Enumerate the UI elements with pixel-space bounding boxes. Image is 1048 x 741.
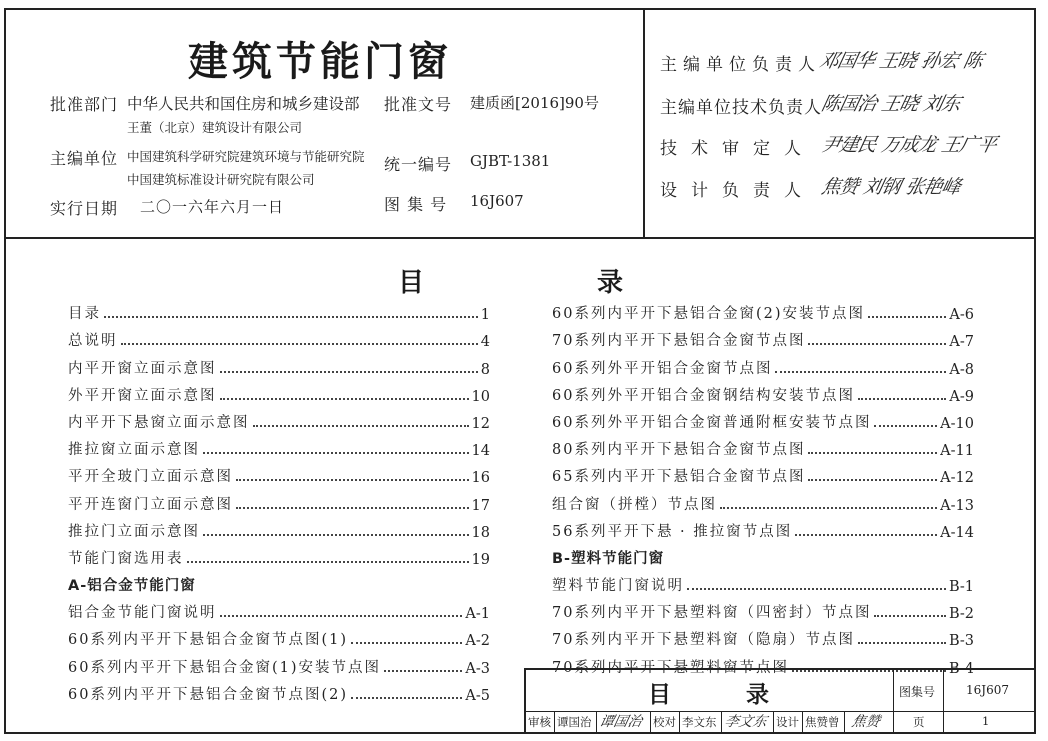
leader-dots: [220, 615, 463, 617]
toc-entry[interactable]: [68, 323, 490, 350]
approval-no-label: 批准文号: [384, 95, 453, 114]
toc-entry-title: 70系列内平开下悬塑料窗（四密封）节点图: [552, 605, 872, 622]
leader-dots: [720, 507, 937, 509]
approval-no: 建质函[2016]90号: [470, 94, 599, 112]
toc-entry-page: B-4: [948, 660, 974, 677]
toc-entry[interactable]: [552, 459, 974, 486]
toc-entry-page: A-8: [949, 361, 974, 378]
signature: 王广平: [939, 134, 999, 156]
signature: 王晓: [879, 93, 921, 115]
toc-entry-page: A-12: [940, 470, 974, 487]
toc-entry[interactable]: [68, 378, 490, 405]
toc-entry[interactable]: [68, 432, 490, 459]
leader-dots: [808, 343, 946, 345]
checker-name: 李文东: [682, 715, 717, 729]
toc-section-title: A-铝合金节能门窗: [68, 578, 196, 595]
toc-entry-page: B-2: [948, 606, 974, 623]
title-block-divider: [943, 668, 944, 734]
chief-unit-1: 王董（北京）建筑设计有限公司: [127, 120, 303, 135]
toc-entry-title: 60系列内平开下悬铝合金窗(2)安装节点图: [552, 306, 865, 323]
toc-title-right: 录: [597, 268, 624, 298]
leader-dots: [220, 398, 469, 400]
toc-entry[interactable]: [68, 350, 490, 377]
page-label: 页: [913, 715, 925, 729]
toc-entry-title: 60系列外平开铝合金窗钢结构安装节点图: [552, 387, 855, 404]
toc-entry-page: A-7: [949, 334, 974, 351]
leader-dots: [775, 371, 946, 373]
atlas-no-label: 图集号: [899, 685, 936, 699]
leader-dots: [203, 534, 469, 536]
page-number: 1: [982, 714, 990, 728]
toc-entry-title: 70系列内平开下悬塑料窗（隐扇）节点图: [552, 632, 855, 649]
atlas-no-value: 16J607: [966, 683, 1009, 697]
atlas-title: 建筑节能门窗: [188, 39, 452, 85]
toc-entry[interactable]: [552, 378, 974, 405]
cell-divider: [679, 711, 680, 734]
toc-entry[interactable]: [552, 296, 974, 323]
toc-entry-page: 17: [471, 497, 490, 514]
toc-entry-title: 总说明: [68, 333, 118, 350]
toc-section-heading: [68, 568, 490, 595]
toc-entry-page: A-3: [465, 660, 490, 677]
toc-entry-title: 60系列外平开铝合金窗节点图: [552, 360, 773, 377]
approval-dept: 中华人民共和国住房和城乡建设部: [127, 95, 360, 113]
leader-dots: [203, 452, 469, 454]
toc-entry[interactable]: [552, 323, 974, 350]
toc-entry-title: 56系列平开下悬 · 推拉窗节点图: [552, 523, 793, 540]
leader-dots: [795, 534, 937, 536]
cell-divider: [554, 711, 555, 734]
toc-entry-page: B-3: [948, 633, 974, 650]
cell-divider: [844, 711, 845, 734]
leader-dots: [808, 452, 937, 454]
checker-label: 校对: [653, 715, 676, 729]
toc-entry[interactable]: [552, 405, 974, 432]
toc-entry-page: 14: [471, 443, 490, 460]
toc-entry-title: 60系列内平开下悬铝合金窗节点图(2): [68, 686, 348, 703]
toc-entry-title: 65系列内平开下悬铝合金窗节点图: [552, 469, 806, 486]
reviewer-label: 审核: [528, 715, 551, 729]
toc-entry-title: 塑料节能门窗说明: [552, 578, 684, 595]
toc-entry[interactable]: [552, 350, 974, 377]
toc-entry-page: 8: [480, 361, 490, 378]
header-vertical-divider: [643, 8, 645, 237]
toc-entry[interactable]: [68, 622, 490, 649]
toc-entry-page: A-11: [940, 443, 974, 460]
toc-entry-page: A-2: [465, 633, 490, 650]
toc-entry-title: 60系列内平开下悬铝合金窗节点图(1): [68, 632, 348, 649]
toc-entry-page: A-5: [465, 687, 490, 704]
cell-divider: [773, 711, 774, 734]
toc-entry[interactable]: [68, 405, 490, 432]
title-block-title-right: 录: [746, 682, 769, 708]
chief-unit-2: 中国建筑科学研究院建筑环境与节能研究院: [127, 149, 365, 164]
toc-entry-page: A-1: [465, 606, 490, 623]
toc-entry-title: 60系列内平开下悬铝合金窗(1)安装节点图: [68, 659, 381, 676]
toc-entry[interactable]: [552, 486, 974, 513]
cell-divider: [802, 711, 803, 734]
resp-signatures-3: [819, 130, 1002, 157]
leader-dots: [253, 425, 469, 427]
reviewer-signature: 谭国治: [598, 714, 644, 730]
toc-entry[interactable]: [68, 595, 490, 622]
toc-entry-page: A-13: [940, 497, 974, 514]
resp-role-3: 技术审定人: [660, 139, 815, 159]
leader-dots: [384, 670, 462, 672]
toc-entry-page: A-10: [940, 415, 974, 432]
signature: 张艳峰: [903, 176, 963, 198]
designer-name: 焦赞曾: [805, 715, 840, 729]
toc-entry-page: 1: [480, 307, 490, 324]
leader-dots: [121, 343, 478, 345]
chief-unit-3: 中国建筑标准设计研究院有限公司: [127, 172, 315, 187]
atlas-no: 16J607: [470, 192, 524, 210]
toc-entry-page: 18: [471, 524, 490, 541]
toc-section-title: B-塑料节能门窗: [552, 550, 665, 567]
leader-dots: [858, 642, 946, 644]
toc-entry[interactable]: [552, 514, 974, 541]
signature: 尹建民: [819, 134, 879, 156]
signature: 焦赞: [819, 176, 861, 198]
signature: 刘东: [921, 93, 963, 115]
toc-entry-title: 外平开窗立面示意图: [68, 387, 217, 404]
atlas-no-label: 图 集 号: [384, 195, 448, 214]
leader-dots: [236, 507, 469, 509]
title-block-divider: [893, 668, 894, 734]
toc-right-column: [552, 296, 974, 677]
leader-dots: [874, 615, 945, 617]
header-divider: [4, 237, 1036, 239]
leader-dots: [808, 479, 937, 481]
resp-role-1: 主编单位负责人: [660, 55, 821, 75]
toc-entry-title: 60系列外平开铝合金窗普通附框安装节点图: [552, 414, 872, 431]
impl-date: 二〇一六年六月一日: [140, 198, 285, 216]
toc-entry[interactable]: [552, 568, 974, 595]
leader-dots: [351, 642, 462, 644]
toc-entry-page: A-14: [940, 524, 974, 541]
leader-dots: [858, 398, 946, 400]
resp-signatures-1: [817, 46, 988, 73]
toc-entry-page: 16: [471, 470, 490, 487]
toc-entry-page: B-1: [948, 579, 974, 596]
cell-divider: [650, 711, 651, 734]
leader-dots: [104, 316, 478, 318]
toc-entry-title: 节能门窗选用表: [68, 550, 184, 567]
toc-left-column: [68, 296, 490, 704]
resp-signatures-2: [819, 89, 966, 116]
toc-entry[interactable]: [68, 514, 490, 541]
signature: 陈国治: [819, 93, 879, 115]
leader-dots: [868, 316, 946, 318]
toc-section-heading: [552, 541, 974, 568]
resp-signatures-4: [819, 172, 966, 199]
reviewer-name: 谭国治: [557, 715, 592, 729]
toc-entry-title: 平开全玻门立面示意图: [68, 469, 233, 486]
leader-dots: [220, 371, 478, 373]
toc-entry[interactable]: [552, 432, 974, 459]
toc-entry-title: 铝合金节能门窗说明: [68, 605, 217, 622]
checker-signature: 李文东: [723, 714, 769, 730]
impl-date-label: 实行日期: [50, 199, 119, 218]
signature: 陈: [961, 50, 985, 72]
signature: 刘钢: [861, 176, 903, 198]
toc-entry-title: 内平开下悬窗立面示意图: [68, 414, 250, 431]
toc-title-left: 目: [398, 268, 425, 298]
toc-entry-title: 推拉窗立面示意图: [68, 442, 200, 459]
toc-entry-title: 组合窗（拼樘）节点图: [552, 496, 717, 513]
unified-no-label: 统一编号: [384, 155, 453, 174]
leader-dots: [687, 588, 946, 590]
toc-entry-title: 80系列内平开下悬铝合金窗节点图: [552, 442, 806, 459]
toc-entry[interactable]: [68, 677, 490, 704]
leader-dots: [874, 425, 937, 427]
title-block-title-left: 目: [648, 682, 671, 708]
leader-dots: [236, 479, 469, 481]
toc-entry-title: 平开连窗门立面示意图: [68, 496, 233, 513]
toc-entry-title: 70系列内平开下悬塑料窗节点图: [552, 659, 789, 676]
toc-entry[interactable]: [552, 595, 974, 622]
toc-entry-title: 70系列内平开下悬铝合金窗节点图: [552, 333, 806, 350]
toc-entry-page: 10: [471, 388, 490, 405]
designer-label: 设计: [776, 715, 799, 729]
approval-dept-label: 批准部门: [50, 95, 119, 114]
toc-entry-page: A-6: [949, 307, 974, 324]
resp-role-4: 设计负责人: [660, 181, 815, 201]
toc-entry-page: 19: [471, 551, 490, 568]
leader-dots: [351, 697, 462, 699]
designer-signature: 焦赞: [850, 714, 882, 730]
toc-entry-page: 4: [480, 334, 490, 351]
resp-role-2: 主编单位技术负责人: [660, 98, 822, 118]
toc-entry[interactable]: [68, 486, 490, 513]
toc-entry-title: 内平开窗立面示意图: [68, 360, 217, 377]
toc-entry[interactable]: [68, 649, 490, 676]
unified-no: GJBT-1381: [470, 152, 551, 170]
toc-entry-title: 目录: [68, 306, 101, 323]
toc-entry-page: 12: [471, 415, 490, 432]
leader-dots: [187, 561, 469, 563]
toc-entry[interactable]: [68, 459, 490, 486]
toc-entry-title: 推拉门立面示意图: [68, 523, 200, 540]
signature: 孙宏: [919, 50, 961, 72]
toc-entry[interactable]: [68, 541, 490, 568]
signature: 王晓: [877, 50, 919, 72]
signature: 邓国华: [817, 50, 877, 72]
signature: 万成龙: [879, 134, 939, 156]
toc-entry[interactable]: [552, 622, 974, 649]
chief-unit-label: 主编单位: [50, 149, 119, 168]
toc-entry-page: A-9: [949, 388, 974, 405]
toc-entry[interactable]: [68, 296, 490, 323]
